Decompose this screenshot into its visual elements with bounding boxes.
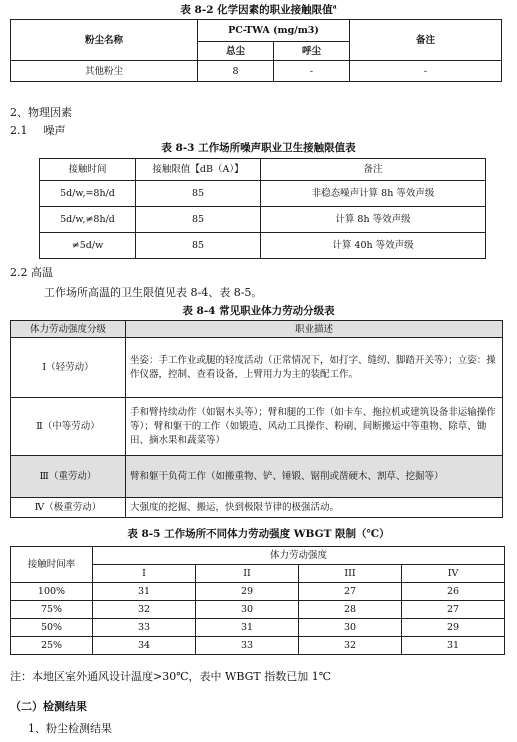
table-row [11,456,503,498]
table-note: 注：本地区室外通风设计温度>30℃，表中 WBGT 指数已加 1℃ [10,670,332,683]
t85-cell-rate: 75% [11,601,93,619]
table-row [40,207,486,233]
t84-cell-level: Ⅱ（中等劳动） [11,398,126,456]
table-row [11,498,503,518]
t85-cell: 26 [402,583,505,601]
t85-cell: 33 [93,619,196,637]
t83-cell-limit: 85 [136,181,261,207]
t85-head-rate: 接触时间率 [11,547,93,583]
table-8-2-caption-superscript: a [332,3,337,11]
t82-cell-resp: - [274,61,350,82]
table-8-4 [10,320,503,518]
t83-cell-note: 计算 40h 等效声级 [261,233,486,259]
t82-head-pctwa: PC-TWA (mg/m3) [198,20,350,42]
t84-head-level: 体力劳动强度分级 [11,321,126,338]
table-row [11,601,505,619]
t85-cell: 29 [196,583,299,601]
table-8-5 [10,546,505,655]
t82-cell-total: 8 [198,61,274,82]
t84-cell-desc: 大强度的挖掘、搬运，快到极限节律的极强活动。 [126,498,503,518]
t85-cell: 28 [299,601,402,619]
results-item-1: 1、粉尘检测结果 [28,722,112,735]
t83-head-time: 接触时间 [40,159,136,181]
t83-cell-note: 非稳态噪声计算 8h 等效声级 [261,181,486,207]
table-8-2-caption [0,2,517,17]
results-heading: （二）检测结果 [10,700,87,713]
t85-cell: 27 [299,583,402,601]
t83-head-note: 备注 [261,159,486,181]
t85-cell-rate: 100% [11,583,93,601]
table-8-2 [10,19,502,82]
t83-cell-time: 5d/w,≠8h/d [40,207,136,233]
t85-cell: 30 [299,619,402,637]
t85-cell-rate: 50% [11,619,93,637]
table-8-5-caption: 表 8-5 工作场所不同体力劳动强度 WBGT 限制（℃） [127,528,390,540]
t85-cell: 34 [93,637,196,655]
table-8-3 [39,158,486,259]
t82-cell-name: 其他粉尘 [11,61,198,82]
table-8-3-caption: 表 8-3 工作场所噪声职业卫生接触限值表 [161,142,356,154]
table-row [11,619,505,637]
t83-head-limit: 接触限值【dB（A）】 [136,159,261,181]
t83-cell-time: ≠5d/w [40,233,136,259]
t85-cell: 33 [196,637,299,655]
t85-level-2: II [196,565,299,583]
table-8-2-caption-text: 表 8-2 化学因素的职业接触限值 [180,4,333,16]
table-row [40,181,486,207]
t85-level-4: IV [402,565,505,583]
t82-head-resp: 呼尘 [274,42,350,61]
t85-cell-rate: 25% [11,637,93,655]
section-2-heading: 2、物理因素 [10,106,72,119]
table-row [40,233,486,259]
t84-cell-desc: 坐姿：手工作业或腿的轻度活动（正常情况下，如打字、缝纫、脚踏开关等）；立姿：操作仪器，控制、查看设备，上臂用力为主的装配工作。 [126,338,503,398]
table-row [11,583,505,601]
t84-head-desc: 职业描述 [126,321,503,338]
t85-cell: 29 [402,619,505,637]
table-row [11,338,503,398]
section-2-2-paragraph: 工作场所高温的卫生限值见表 8-4、表 8-5。 [44,286,263,299]
t85-level-1: I [93,565,196,583]
section-2-1-title: 噪声 [43,124,66,137]
t84-cell-level: Ⅲ（重劳动） [11,456,126,498]
t83-cell-time: 5d/w,=8h/d [40,181,136,207]
t82-head-total: 总尘 [198,42,274,61]
t85-cell: 31 [196,619,299,637]
t85-cell: 27 [402,601,505,619]
section-2-1-number: 2.1 [10,124,28,137]
t83-cell-limit: 85 [136,233,261,259]
t82-cell-note: - [350,61,502,82]
t85-cell: 32 [93,601,196,619]
section-2-2-heading: 2.2 高温 [10,266,53,279]
table-row [11,637,505,655]
t84-cell-level: Ⅰ（轻劳动） [11,338,126,398]
t85-head-strength: 体力劳动强度 [93,547,505,565]
t82-head-note: 备注 [350,20,502,61]
t85-cell: 30 [196,601,299,619]
table-row [11,398,503,456]
t82-head-name: 粉尘名称 [11,20,198,61]
t84-cell-desc: 手和臂持续动作（如锯木头等）；臂和腿的工作（如卡车、拖拉机或建筑设备非运输操作等）；臂和躯干的工作（如锻造、风动工具操作、粉刷、间断搬运中等重物、除草、锄田、摘水果和蔬菜等） [126,398,503,456]
t84-cell-level: Ⅳ（极重劳动） [11,498,126,518]
t85-cell: 32 [299,637,402,655]
table-8-4-caption: 表 8-4 常见职业体力劳动分级表 [182,305,335,317]
t83-cell-note: 计算 8h 等效声级 [261,207,486,233]
t83-cell-limit: 85 [136,207,261,233]
t85-cell: 31 [402,637,505,655]
t84-cell-desc: 臂和躯干负荷工作（如搬重物、铲、锤锻、锯削或凿硬木、割草、挖掘等） [126,456,503,498]
section-2-1-heading [10,122,66,138]
t85-level-3: III [299,565,402,583]
t85-cell: 31 [93,583,196,601]
